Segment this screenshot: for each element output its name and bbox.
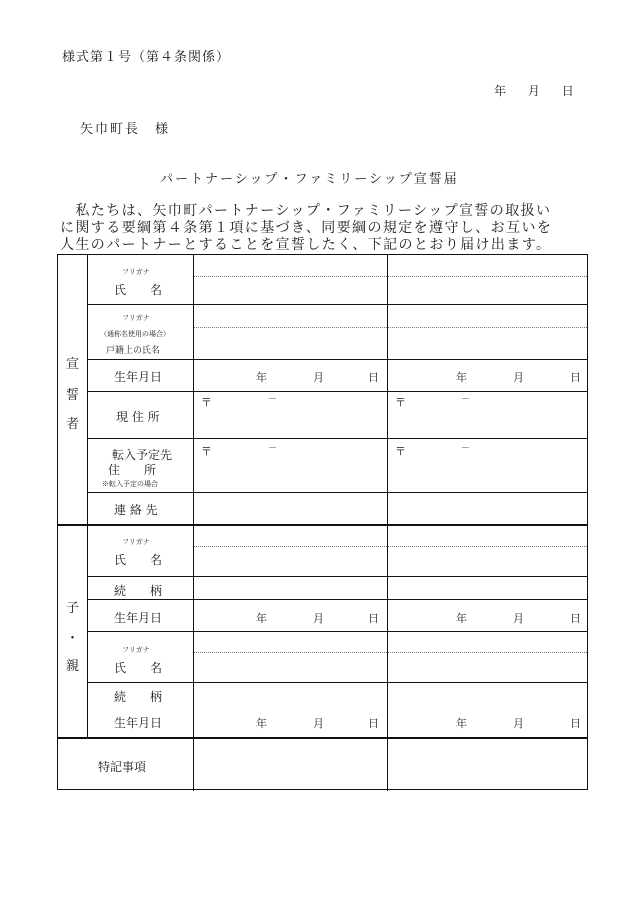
divider: [87, 438, 587, 439]
month-label: 月: [313, 717, 324, 730]
moving-address-label: 転入予定先: [112, 448, 173, 462]
declarant-1-register-name-field[interactable]: [194, 328, 386, 358]
year-label: 年: [256, 717, 267, 730]
birthdate-label: 生年月日: [114, 716, 163, 730]
declaration-form-table: [57, 254, 588, 790]
submission-date: [494, 82, 592, 99]
remarks-field-2[interactable]: [388, 740, 586, 788]
day-label: 日: [368, 717, 379, 730]
moving-note: ※転入予定の場合: [102, 480, 158, 488]
month-label: 月: [513, 717, 524, 730]
divider: [87, 631, 587, 632]
moving-address-label-2: 住 所: [108, 463, 157, 477]
declarants-group-label-1: 宣: [66, 357, 80, 372]
alias-note: （通称名使用の場合）: [100, 330, 170, 338]
declarant-1-address-field[interactable]: [194, 393, 386, 437]
year-label: 年: [456, 717, 467, 730]
day-label: 日: [570, 612, 581, 625]
year-label: 年: [256, 371, 267, 384]
remarks-label: 特記事項: [98, 760, 147, 774]
section-divider: [58, 737, 587, 739]
postal-dash: －: [268, 444, 278, 454]
postal-dash: －: [268, 395, 278, 405]
month-label: 月: [513, 371, 524, 384]
divider: [87, 255, 88, 737]
month-label: 月: [527, 84, 540, 98]
divider: [87, 304, 587, 305]
declarant-2-address-field[interactable]: [388, 393, 586, 437]
divider: [87, 492, 587, 493]
current-address-label: 現 住 所: [116, 410, 160, 424]
declaration-line-3: 人生のパートナーとすることを宣誓したく、下記のとおり届け出ます。: [60, 237, 552, 253]
declarant-1-name-field[interactable]: [194, 277, 386, 303]
year-label: 年: [494, 84, 507, 98]
family-register-name-label: 戸籍上の氏名: [106, 346, 161, 356]
furigana-label: フリガナ: [122, 538, 150, 546]
furigana-separator: [194, 546, 587, 547]
postal-mark: 〒: [395, 396, 406, 409]
declarant-2-moving-address-field[interactable]: [388, 440, 586, 491]
section-divider: [58, 524, 587, 526]
name-label: 氏 名: [114, 283, 163, 297]
postal-mark: 〒: [201, 396, 212, 409]
declarant-1-contact-field[interactable]: [194, 494, 386, 523]
name-label: 氏 名: [114, 661, 163, 675]
furigana-separator: [194, 652, 587, 653]
month-label: 月: [313, 612, 324, 625]
remarks-field-1[interactable]: [194, 740, 386, 788]
form-title: パートナーシップ・ファミリーシップ宣誓届: [160, 172, 459, 187]
divider: [87, 576, 587, 577]
declarant-1-moving-address-field[interactable]: [194, 440, 386, 491]
year-label: 年: [456, 371, 467, 384]
day-label: 日: [570, 717, 581, 730]
declarant-2-register-name-field[interactable]: [388, 328, 586, 358]
divider: [87, 599, 587, 600]
day-label: 日: [368, 371, 379, 384]
contact-label: 連 絡 先: [114, 503, 158, 517]
declaration-line-2: に関する要綱第４条第１項に基づき、同要綱の規定を遵守し、お互いを: [60, 220, 553, 236]
declarants-group-label-3: 者: [66, 417, 80, 432]
day-label: 日: [570, 371, 581, 384]
declarant-2-name-field[interactable]: [388, 277, 586, 303]
divider: [87, 682, 587, 683]
postal-dash: －: [461, 395, 471, 405]
children-group-label-1: 子: [66, 601, 80, 616]
addressee: 矢巾町長 様: [80, 122, 171, 137]
month-label: 月: [513, 612, 524, 625]
birthdate-label: 生年月日: [114, 611, 163, 625]
furigana-label: フリガナ: [122, 268, 150, 276]
divider: [87, 359, 587, 360]
relationship-label: 続 柄: [114, 584, 163, 598]
birthdate-label: 生年月日: [114, 370, 163, 384]
children-group-label-3: 親: [66, 659, 80, 674]
divider: [87, 391, 587, 392]
furigana-label: フリガナ: [122, 646, 150, 654]
relationship-label: 続 柄: [114, 690, 163, 704]
day-label: 日: [561, 84, 574, 98]
postal-mark: 〒: [395, 445, 406, 458]
month-label: 月: [313, 371, 324, 384]
declaration-text: [60, 203, 580, 254]
declarant-2-contact-field[interactable]: [388, 494, 586, 523]
declaration-line-1: 私たちは、矢巾町パートナーシップ・ファミリーシップ宣誓の取扱い: [60, 203, 552, 219]
day-label: 日: [368, 612, 379, 625]
furigana-label: フリガナ: [122, 314, 150, 322]
postal-dash: －: [461, 444, 471, 454]
children-group-label-2: ・: [66, 631, 80, 646]
postal-mark: 〒: [201, 445, 212, 458]
form-number: 様式第１号（第４条関係）: [62, 50, 231, 65]
year-label: 年: [456, 612, 467, 625]
name-label: 氏 名: [114, 553, 163, 567]
year-label: 年: [256, 612, 267, 625]
declarants-group-label-2: 誓: [66, 388, 80, 403]
